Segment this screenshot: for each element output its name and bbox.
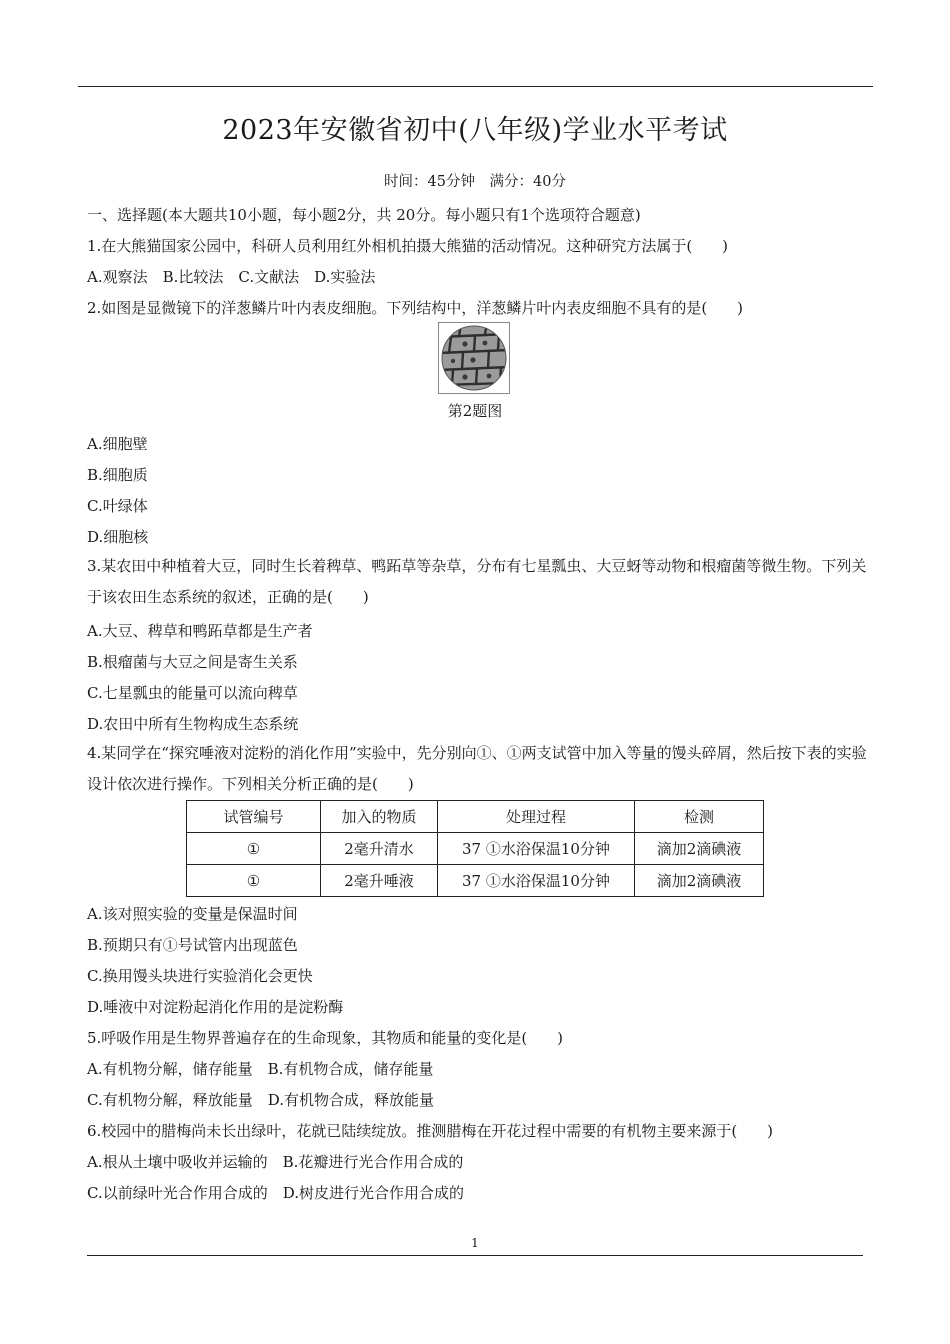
q4-option-b: B.预期只有①号试管内出现蓝色: [87, 936, 298, 954]
exam-title: 2023年安徽省初中(八年级)学业水平考试: [222, 115, 728, 146]
table-header: 试管编号: [187, 801, 321, 833]
q4-stem: 4.某同学在“探究唾液对淀粉的消化作用”实验中，先分别向①、①两支试管中加入等量的馒头碎屑，然后按下表的实验设计依次进行操作。下列相关分析正确的是( ): [87, 744, 867, 793]
q3-option-b: B.根瘤菌与大豆之间是寄生关系: [87, 653, 298, 671]
q4-option-d: D.唾液中对淀粉起消化作用的是淀粉酶: [87, 998, 344, 1016]
table-cell: 滴加2滴碘液: [635, 865, 764, 897]
q3-option-d: D.农田中所有生物构成生态系统: [87, 715, 299, 733]
table-cell: 37 ①水浴保温10分钟: [438, 865, 635, 897]
q1-stem: 1.在大熊猫国家公园中，科研人员利用红外相机拍摄大熊猫的活动情况。这种研究方法属于( ): [87, 237, 729, 255]
q2-option-d: D.细胞核: [87, 528, 149, 546]
table-cell: ①: [187, 833, 321, 865]
q3-option-a: A.大豆、稗草和鸭跖草都是生产者: [87, 622, 313, 640]
q2-option-c: C.叶绿体: [87, 497, 148, 515]
q2-stem: 2.如图是显微镜下的洋葱鳞片叶内表皮细胞。下列结构中，洋葱鳞片叶内表皮细胞不具有的是( ): [87, 299, 744, 317]
q5-options-cd: C.有机物分解，释放能量 D.有机物合成，释放能量: [87, 1091, 434, 1109]
exam-time-score: 时间：45分钟 满分：40分: [384, 174, 566, 190]
table-row: [187, 865, 764, 897]
table-header-row: [187, 801, 764, 833]
onion-cell-micrograph: [438, 322, 510, 394]
table-cell: 2毫升唾液: [321, 865, 438, 897]
table-header: 加入的物质: [321, 801, 438, 833]
q2-option-a: A.细胞壁: [87, 435, 148, 453]
experiment-table: [186, 800, 764, 897]
page-number: 1: [471, 1236, 479, 1250]
footer-rule: [87, 1255, 863, 1256]
q2-option-b: B.细胞质: [87, 466, 148, 484]
table-cell: 37 ①水浴保温10分钟: [438, 833, 635, 865]
q5-stem: 5.呼吸作用是生物界普遍存在的生命现象，其物质和能量的变化是( ): [87, 1029, 564, 1047]
section-heading: 一、选择题(本大题共10小题，每小题2分，共 20分。每小题只有1个选项符合题意): [87, 206, 641, 224]
q3-option-c: C.七星瓢虫的能量可以流向稗草: [87, 684, 298, 702]
figure-caption: 第2题图: [447, 402, 503, 420]
q6-options-cd: C.以前绿叶光合作用合成的 D.树皮进行光合作用合成的: [87, 1184, 464, 1202]
header-rule: [78, 86, 873, 87]
q1-options: A.观察法 B.比较法 C.文献法 D.实验法: [87, 268, 376, 286]
table-cell: 2毫升清水: [321, 833, 438, 865]
q6-options-ab: A.根从土壤中吸收并运输的 B.花瓣进行光合作用合成的: [87, 1153, 464, 1171]
table-row: [187, 833, 764, 865]
table-cell: 滴加2滴碘液: [635, 833, 764, 865]
table-cell: ①: [187, 865, 321, 897]
q3-stem: 3.某农田中种植着大豆，同时生长着稗草、鸭跖草等杂草，分布有七星瓢虫、大豆蚜等动物和根瘤菌等微生物。下列关于该农田生态系统的叙述，正确的是( ): [87, 557, 867, 606]
q5-options-ab: A.有机物分解，储存能量 B.有机物合成，储存能量: [87, 1060, 434, 1078]
table-header: 处理过程: [438, 801, 635, 833]
q6-stem: 6.校园中的腊梅尚未长出绿叶，花就已陆续绽放。推测腊梅在开花过程中需要的有机物主要来源于( ): [87, 1122, 774, 1140]
table-header: 检测: [635, 801, 764, 833]
q4-option-a: A.该对照实验的变量是保温时间: [87, 905, 298, 923]
q4-option-c: C.换用馒头块进行实验消化会更快: [87, 967, 313, 985]
